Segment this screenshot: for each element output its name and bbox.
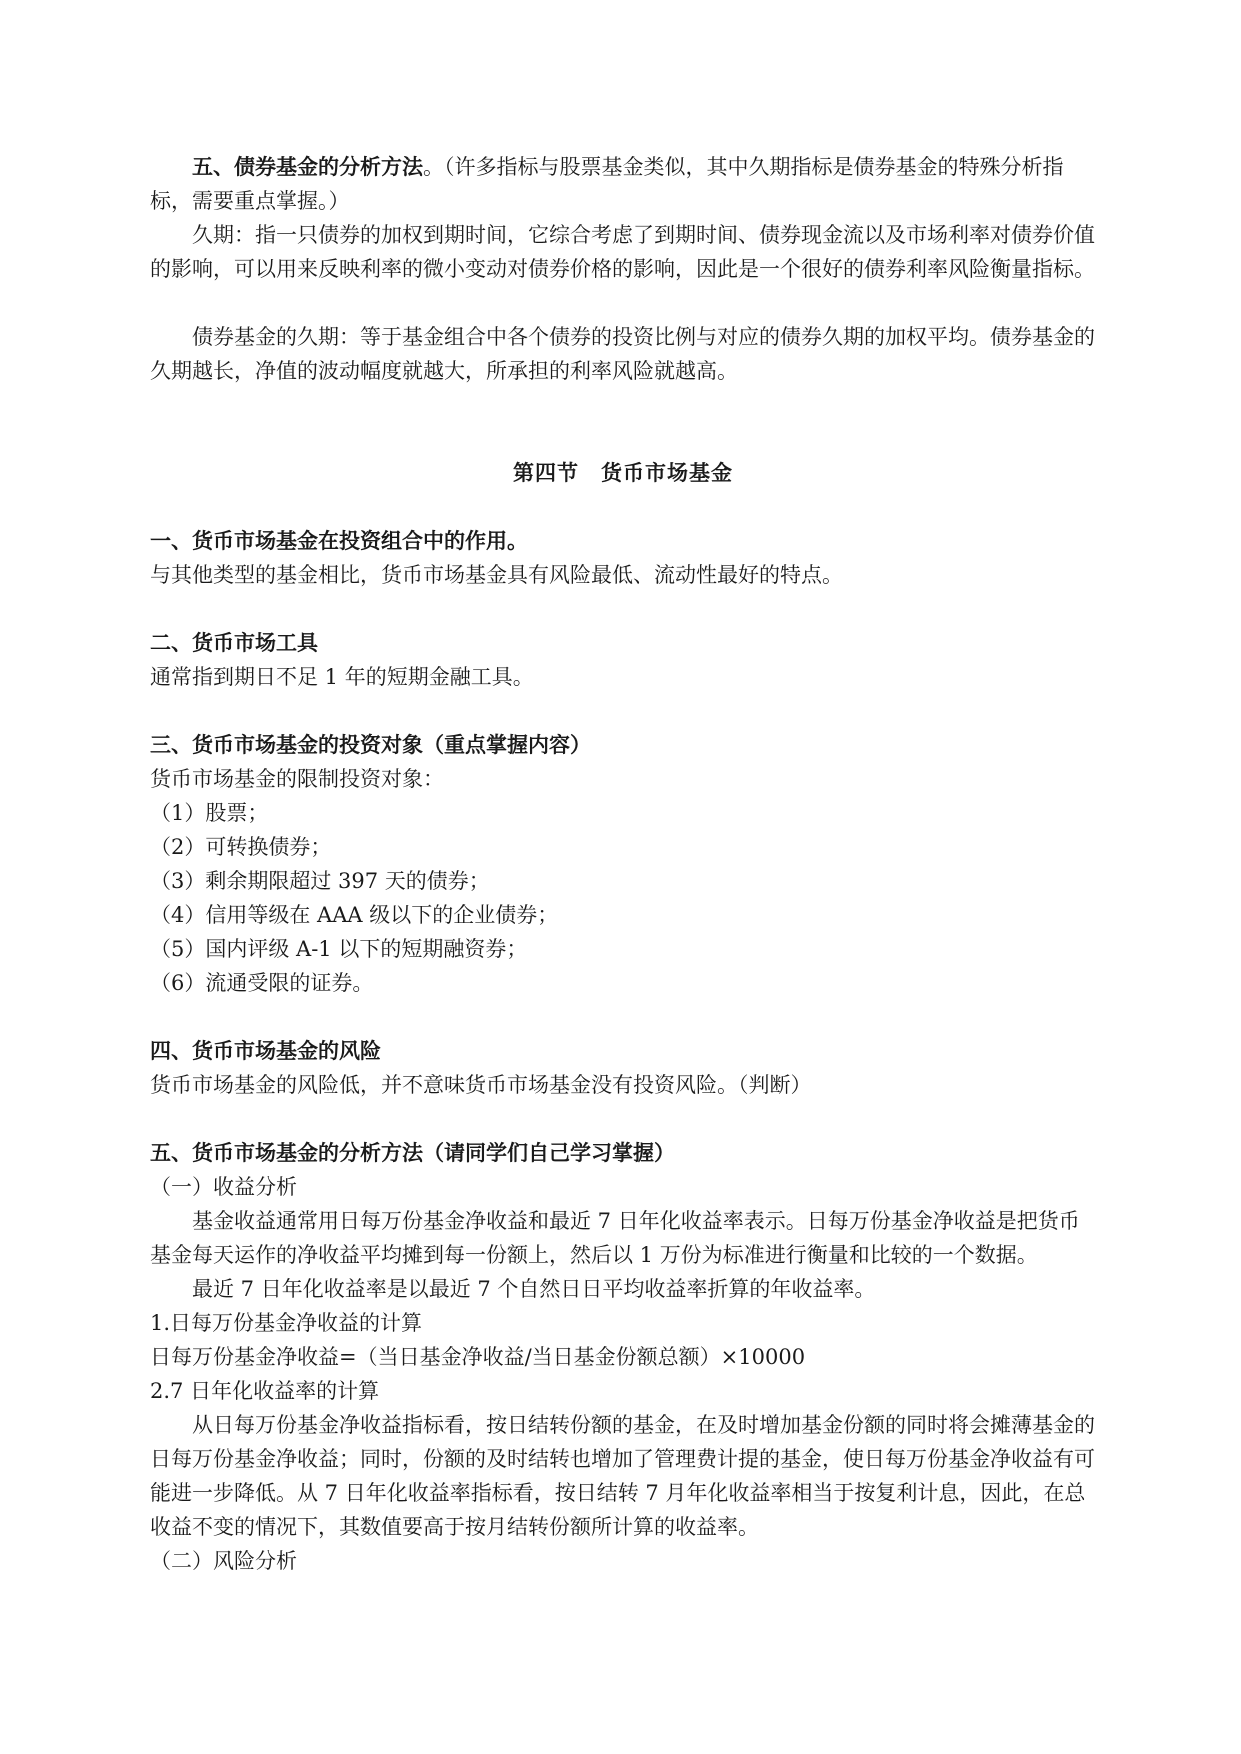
- analysis-item2: 2.7 日年化收益率的计算: [150, 1379, 380, 1403]
- role-heading: 一、货币市场基金在投资组合中的作用。: [150, 528, 528, 553]
- list-item: （4）信用等级在 AAA 级以下的企业债券；: [150, 903, 559, 927]
- analysis-formula: 日每万份基金净收益=（当日基金净收益/当日基金份额总额）×10000: [150, 1345, 806, 1369]
- list-item: （6）流通受限的证券。: [150, 971, 374, 995]
- duration-definition: 久期：指一只债券的加权到期时间，它综合考虑了到期时间、债券现金流以及市场利率对债券价值的影响，可以用来反映利率的微小变动对债券价格的影响，因此是一个很好的债券利率风险衡量指标。: [150, 223, 1095, 281]
- bond-analysis-heading: 五、债券基金的分析方法: [192, 154, 423, 179]
- analysis-heading: 五、货币市场基金的分析方法（请同学们自己学习掌握）: [150, 1140, 675, 1165]
- analysis-para2: 最近 7 日年化收益率是以最近 7 个自然日日平均收益率折算的年收益率。: [192, 1277, 876, 1301]
- objects-intro: 货币市场基金的限制投资对象：: [150, 767, 444, 791]
- risk-text: 货币市场基金的风险低，并不意味货币市场基金没有投资风险。（判断）: [150, 1073, 812, 1097]
- document-page: [150, 150, 1096, 1578]
- analysis-sub2: （二）风险分析: [150, 1549, 297, 1573]
- tools-heading: 二、货币市场工具: [150, 630, 318, 655]
- bond-fund-duration: 债券基金的久期：等于基金组合中各个债券的投资比例与对应的债券久期的加权平均。债券基金的久期越长，净值的波动幅度就越大，所承担的利率风险就越高。: [150, 325, 1095, 383]
- section-title: [150, 456, 1096, 490]
- bond-analysis-paragraph: [150, 150, 1096, 218]
- objects-heading: 三、货币市场基金的投资对象（重点掌握内容）: [150, 732, 591, 757]
- list-item: （1）股票；: [150, 801, 269, 825]
- analysis-item1: 1.日每万份基金净收益的计算: [150, 1311, 423, 1335]
- section-name: 货币市场基金: [601, 460, 733, 485]
- analysis-para1: 基金收益通常用日每万份基金净收益和最近 7 日年化收益率表示。日每万份基金净收益是把货币基金每天运作的净收益平均摊到每一份额上，然后以 1 万份为标准进行衡量和比较的一个数据。: [150, 1209, 1080, 1267]
- section-number: 第四节: [513, 460, 579, 485]
- tools-text: 通常指到期日不足 1 年的短期金融工具。: [150, 665, 534, 689]
- analysis-para3: 从日每万份基金净收益指标看，按日结转份额的基金，在及时增加基金份额的同时将会摊薄基金的日每万份基金净收益；同时，份额的及时结转也增加了管理费计提的基金，使日每万份基金净收益有可能进一步降低。从 7 日年化收益率指标看，按日结转 7 月年化收益率相当于按复利计息，因此，在总收益不变的情况下，其数值要高于按月结转份额所计算的收益率。: [150, 1413, 1095, 1539]
- bond-analysis-note: 。（许多指标与股票基金类似，其中久期指标是债券基金的特殊分析指标，需要重点掌握。）: [150, 155, 1064, 213]
- analysis-sub1: （一）收益分析: [150, 1175, 297, 1199]
- list-item: （5）国内评级 A-1 以下的短期融资券；: [150, 937, 528, 961]
- list-item: （2）可转换债券；: [150, 835, 332, 859]
- role-text: 与其他类型的基金相比，货币市场基金具有风险最低、流动性最好的特点。: [150, 563, 843, 587]
- list-item: （3）剩余期限超过 397 天的债券；: [150, 869, 490, 893]
- risk-heading: 四、货币市场基金的风险: [150, 1038, 381, 1063]
